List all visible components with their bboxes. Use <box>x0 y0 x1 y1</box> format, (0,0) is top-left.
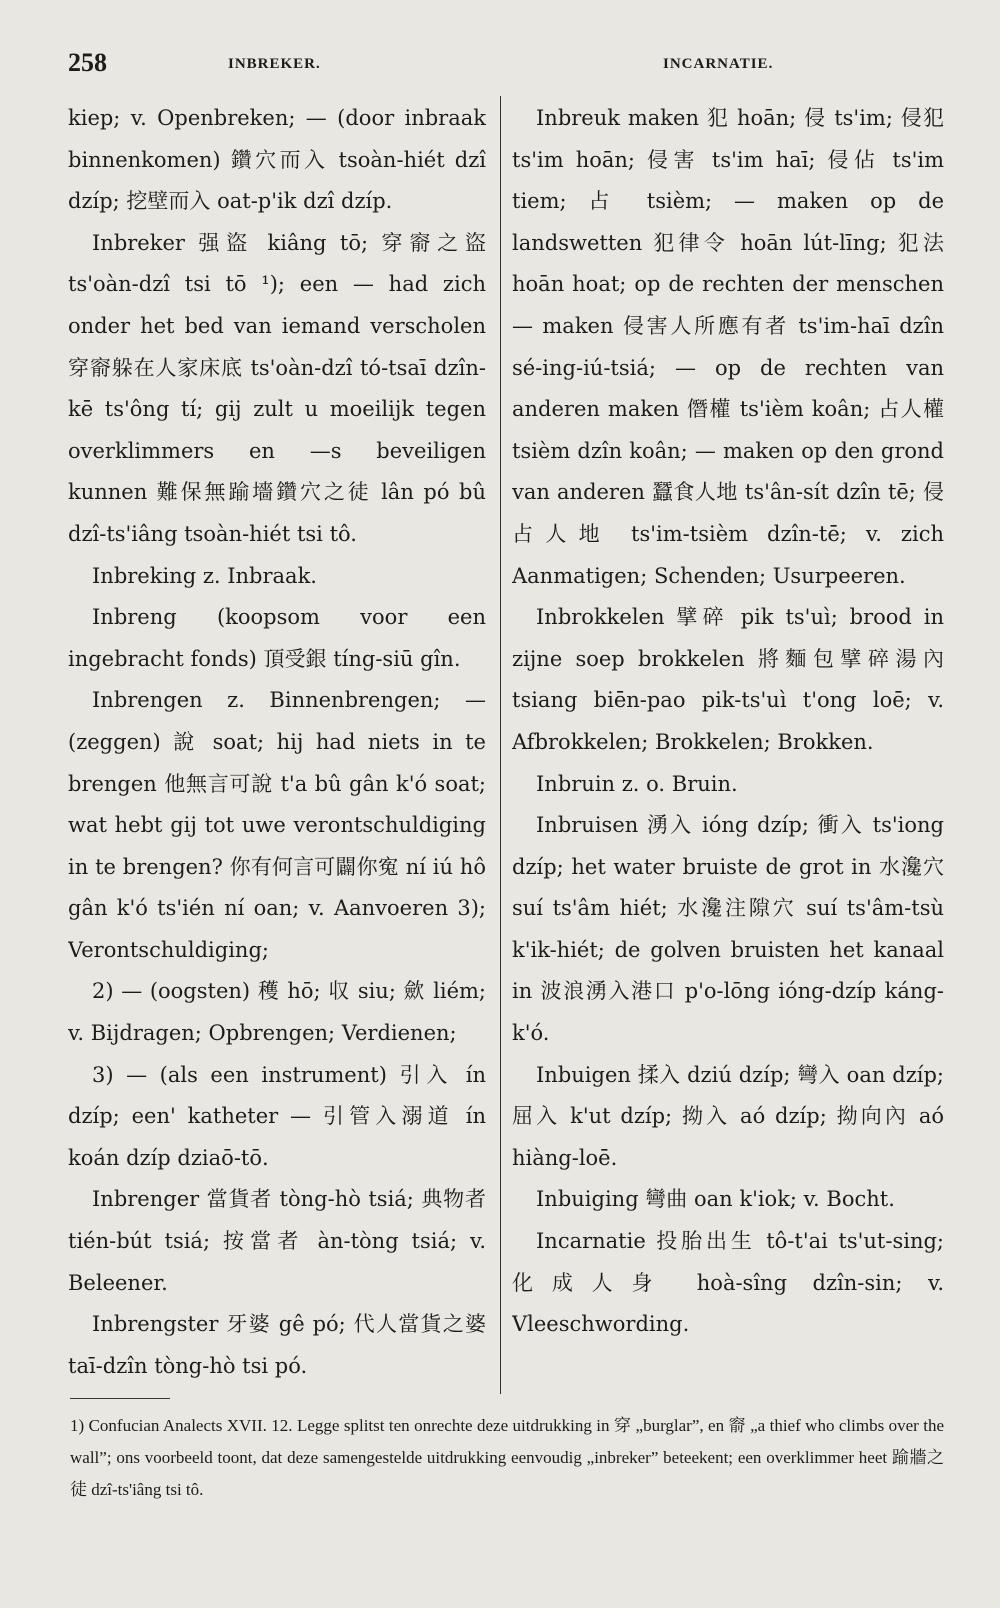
entry-inbrengster: Inbrengster 牙婆 gê pó; 代人當貨之婆 taī-dzîn tòng-hò tsi pó. <box>68 1312 486 1378</box>
entry-incarnatie: Incarnatie 投胎出生 tô-t'ai ts'ut-sing; 化成人身 hoà-sîng dzîn-sin; v. Vleeschwording. <box>512 1229 944 1337</box>
entry-inbrengen-sense-3: 3) — (als een instrument) 引入 ín dzíp; een' katheter — 引管入溺道 ín koán dzíp dziaō-tō. <box>68 1062 486 1170</box>
entry-inbruin: Inbruin z. o. Bruin. <box>536 771 738 796</box>
left-column <box>68 98 486 1388</box>
entry-inbrenger: Inbrenger 當貨者 tòng-hò tsiá; 典物者 tién-bút tsiá; 按當者 àn-tòng tsiá; v. Beleener. <box>68 1187 486 1295</box>
entry-inbreking: Inbreking z. Inbraak. <box>92 563 317 588</box>
entry-inbuigen: Inbuigen 揉入 dziú dzíp; 彎入 oan dzíp; 屈入 k'ut dzíp; 拗入 aó dzíp; 拗向內 aó hiàng-loē. <box>512 1062 944 1170</box>
entry-inbrengen-sense-2: 2) — (oogsten) 穫 hō; 収 siu; 歛 liém; v. Bijdragen; Opbrengen; Verdienen; <box>68 979 486 1046</box>
entry-inbuiging: Inbuiging 彎曲 oan k'iok; v. Bocht. <box>536 1187 895 1212</box>
entry-inbrokkelen: Inbrokkelen 擘碎 pik ts'uì; brood in zijne soep brokkelen 將麵包擘碎湯內 tsiang biēn-pao pik-ts'uì t'ong loē; v. Afbrokkelen; Brokkelen; Brokken. <box>512 605 944 754</box>
entry-continuation-openbreken: kiep; v. Openbreken; — (door inbraak binnenkomen) 鑽穴而入 tsoàn-hiét dzî dzíp; 挖壁而入 oat-p'ik dzî dzíp. <box>68 106 486 214</box>
right-column <box>512 98 944 1388</box>
entry-inbruisen: Inbruisen 湧入 ióng dzíp; 衝入 ts'iong dzíp; het water bruiste de grot in 水瀺穴 suí ts'âm hiét; 水瀺注隙穴 suí ts'âm-tsù k'ik-hiét; de golven bruisten het kanaal in 波浪湧入港口 p'o-lōng ióng-dzíp káng-k'ó. <box>512 813 944 1046</box>
entry-inbrengen: Inbrengen z. Binnenbrengen; — (zeggen) 說 soat; hij had niets in te brengen 他無言可說 t'a bû gân k'ó soat; wat hebt gij tot uwe verontschuldiging in te brengen? 你有何言可闢你寃 ní iú hô gân k'ó ts'ién ní oan; v. Aanvoeren 3); Verontschuldiging; <box>68 688 486 962</box>
footnote-rule <box>70 1398 170 1399</box>
footnote: 1) Confucian Analects XVII. 12. Legge splitst ten onrechte deze uitdrukking in 穿 „burglar”, en 窬 „a thief who climbs over the wall”; ons voorbeeld toont, dat deze samengestelde uitdrukking eenvoudig „inbreker” beteekent; een overklimmer heet 踰牆之徒 dzî-ts'iâng tsi tô. <box>70 1416 944 1499</box>
left-running-head: INBREKER. <box>228 56 321 72</box>
entry-inbreng: Inbreng (koopsom voor een ingebracht fonds) 頂受銀 tíng-siū gîn. <box>68 605 486 671</box>
page-number: 258 <box>68 48 107 77</box>
right-running-head: INCARNATIE. <box>663 56 774 72</box>
column-divider <box>500 96 501 1394</box>
entry-inbreuk-maken: Inbreuk maken 犯 hoān; 侵 ts'im; 侵犯 ts'im hoān; 侵害 ts'im haī; 侵佔 ts'im tiem; 占 tsièm; — maken op de landswetten 犯律令 hoān lút-līng; 犯法 hoān hoat; op de rechten der menschen — maken 侵害人所應有者 ts'im-haī dzîn sé-ing-iú-tsiá; — op de rechten van anderen maken 僭權 ts'ièm koân; 占人權 tsièm dzîn koân; — maken op den grond van anderen 蠶食人地 ts'ân-sít dzîn tē; 侵占人地 ts'im-tsièm dzîn-tē; v. zich Aanmatigen; Schenden; Usurpeeren. <box>512 106 944 588</box>
page-header <box>68 48 960 84</box>
entry-inbreker: Inbreker 强盜 kiâng tō; 穿窬之盜 ts'oàn-dzî tsi tō ¹); een — had zich onder het bed van iemand verscholen 穿窬躲在人家床底 ts'oàn-dzî tó-tsaī dzîn-kē ts'ông tí; gij zult u moeilijk tegen overklimmers en —s beveiligen kunnen 難保無踰墻鑽穴之徒 lân pó bû dzî-ts'iâng tsoàn-hiét tsi tô. <box>68 230 486 546</box>
